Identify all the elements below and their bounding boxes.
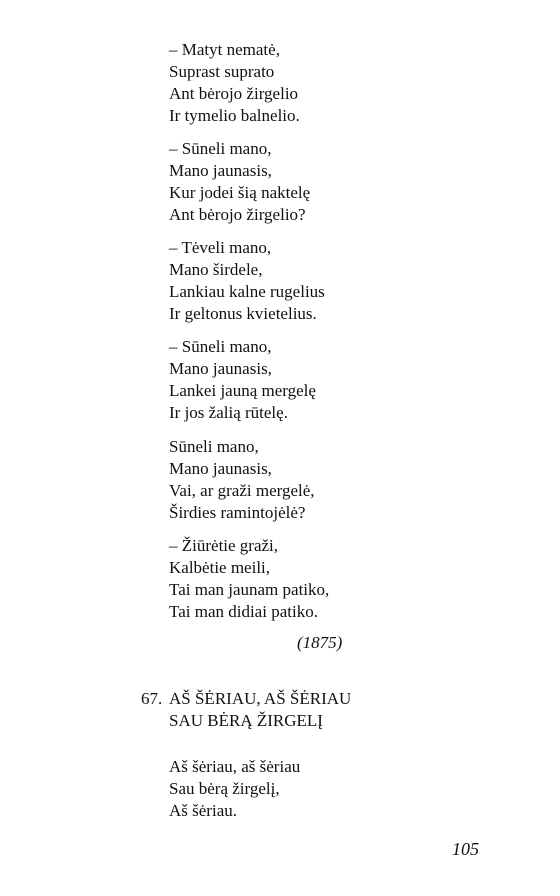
verse-line: Ir geltonus kvietelius. bbox=[169, 304, 317, 323]
verse-line: Aš šėriau. bbox=[169, 801, 237, 820]
verse-line: Mano jaunasis, bbox=[169, 359, 272, 378]
page-number: 105 bbox=[452, 839, 479, 859]
verse-line: Sūneli mano, bbox=[169, 437, 259, 456]
song-title-line-2: SAU BĖRĄ ŽIRGELĮ bbox=[169, 711, 323, 730]
verse-line: Tai man didiai patiko. bbox=[169, 602, 318, 621]
song-heading bbox=[141, 688, 351, 732]
stanza-4 bbox=[169, 336, 316, 424]
song-67-stanza-1 bbox=[169, 756, 300, 822]
verse-line: Ir jos žalią rūtelę. bbox=[169, 403, 288, 422]
verse-line: – Žiūrėtie graži, bbox=[169, 536, 279, 555]
verse-line: – Matyt nematė, bbox=[169, 40, 280, 59]
stanza-5 bbox=[169, 436, 315, 524]
stanza-3 bbox=[169, 237, 325, 325]
song-number: 67. bbox=[141, 689, 163, 708]
verse-line: Ir tymelio balnelio. bbox=[169, 106, 300, 125]
verse-line: Kalbėtie meili, bbox=[169, 558, 271, 577]
verse-line: Suprast suprato bbox=[169, 62, 275, 81]
stanza-2 bbox=[169, 138, 310, 226]
stanza-6 bbox=[169, 535, 329, 623]
verse-line: Aš šėriau, aš šėriau bbox=[169, 757, 301, 776]
verse-line: Lankei jauną mergelę bbox=[169, 381, 316, 400]
verse-line: Mano širdele, bbox=[169, 260, 263, 279]
verse-line: Kur jodei šią naktelę bbox=[169, 183, 311, 202]
verse-line: Sau bėrą žirgelį, bbox=[169, 779, 280, 798]
verse-line: Vai, ar graži mergelė, bbox=[169, 481, 315, 500]
song-title-line-1: AŠ ŠĖRIAU, AŠ ŠĖRIAU bbox=[169, 689, 352, 708]
verse-line: Lankiau kalne rugelius bbox=[169, 282, 325, 301]
verse-line: Mano jaunasis, bbox=[169, 459, 272, 478]
verse-line: – Sūneli mano, bbox=[169, 337, 272, 356]
verse-line: Tai man jaunam patiko, bbox=[169, 580, 330, 599]
verse-line: Ant bėrojo žirgelio bbox=[169, 84, 299, 103]
stanza-1 bbox=[169, 39, 300, 127]
verse-line: Širdies ramintojėlė? bbox=[169, 503, 306, 522]
poem-date: (1875) bbox=[297, 633, 343, 652]
verse-line: Mano jaunasis, bbox=[169, 161, 272, 180]
verse-line: Ant bėrojo žirgelio? bbox=[169, 205, 306, 224]
verse-line: – Sūneli mano, bbox=[169, 139, 272, 158]
verse-line: – Tėveli mano, bbox=[169, 238, 272, 257]
